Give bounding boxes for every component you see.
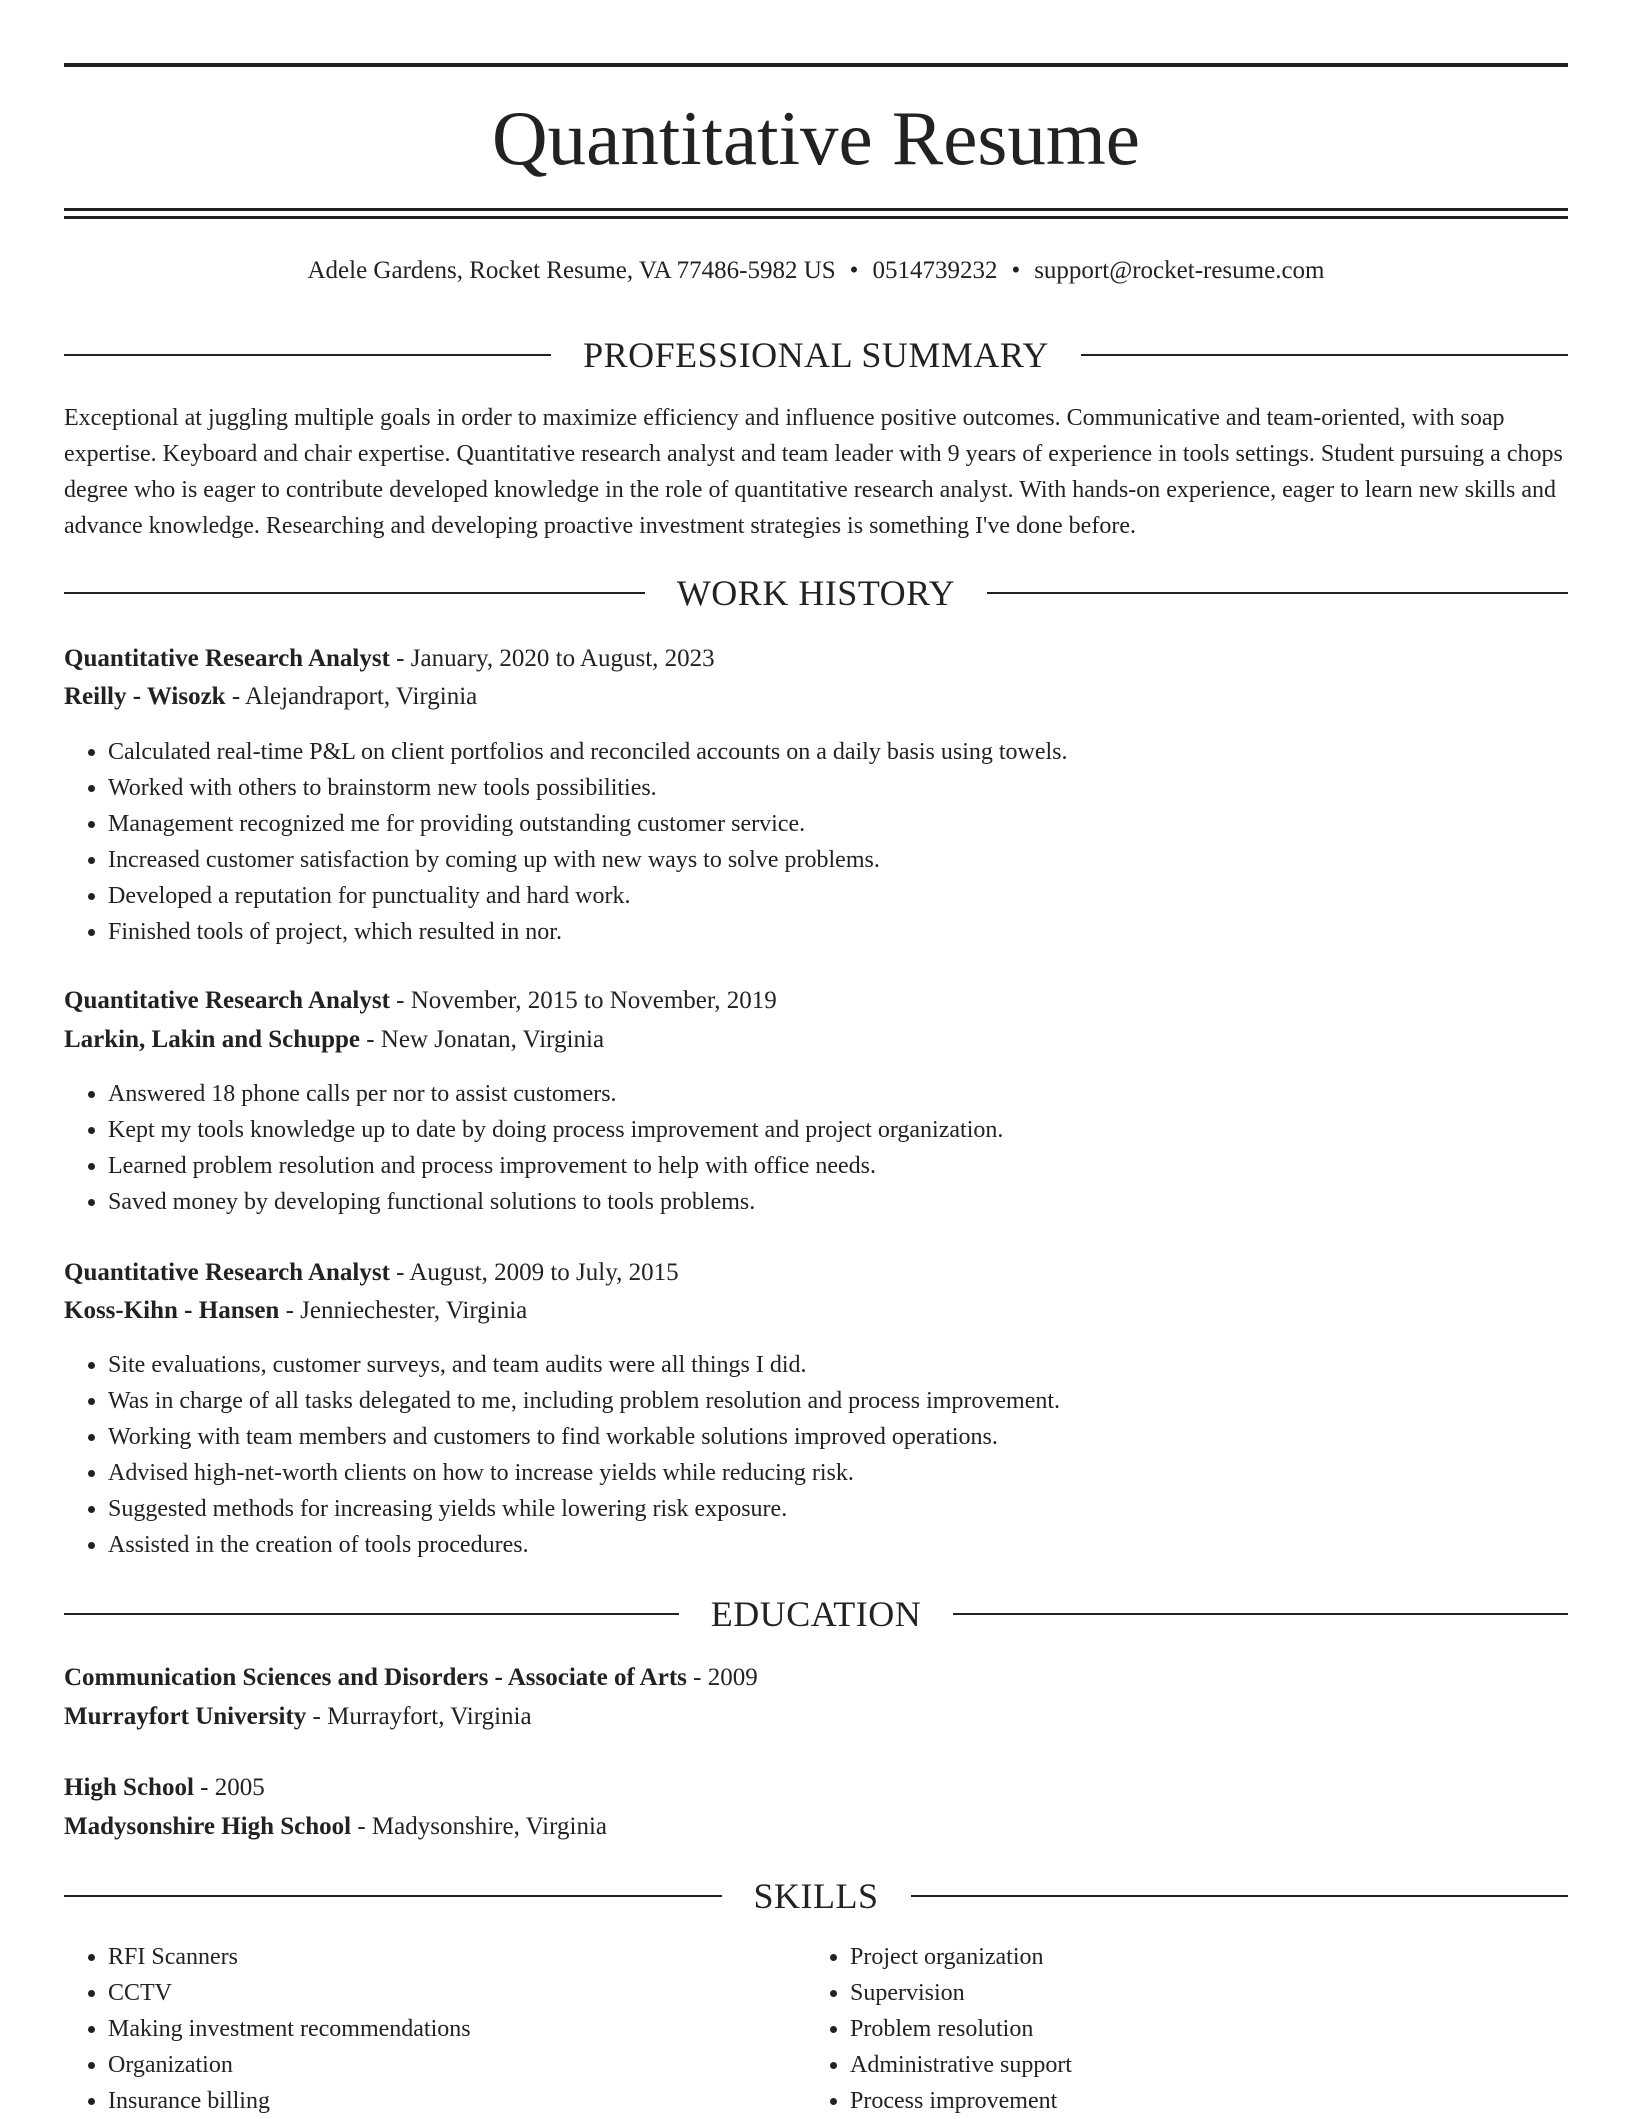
list-item: • Assisted in the creation of tools procedures. [108, 1527, 1060, 1563]
job-dates: - August, 2009 to July, 2015 [389, 1259, 679, 1286]
list-item: • Site evaluations, customer surveys, and team audits were all things I did. [108, 1347, 1060, 1383]
skills-list-left [64, 1939, 471, 2119]
job-title: Quantitative Research Analyst [64, 645, 390, 672]
job-company-line [64, 679, 1568, 715]
education-school-line [64, 1809, 1568, 1845]
skill-item: • Insurance billing [108, 2083, 471, 2119]
education-heading-title: EDUCATION [710, 1594, 922, 1634]
education-school: Murrayfort University [64, 1703, 307, 1730]
summary-text: Exceptional at juggling multiple goals in order to maximize efficiency and influence positive outcomes. Communicative and team-oriented, with soap expertise. Keyboard and chair expertise. Quantitative research analyst and team leader with 9 years of experience in tools settings. Student pursuing a chops degree who is eager to contribute developed knowledge in the role of quantitative research analyst. With hands-on experience, eager to learn new skills and advance knowledge. Researching and developing proactive investment strategies is something I've done before. [64, 405, 1563, 539]
job-title-line [64, 1255, 1568, 1291]
job-dates: - November, 2015 to November, 2019 [389, 987, 777, 1014]
work-heading-title: WORK HISTORY [676, 573, 956, 613]
education-year: - 2009 [686, 1664, 758, 1691]
job-company: Koss-Kihn - Hansen [64, 1297, 280, 1324]
heading-rule-left [64, 1613, 679, 1615]
contact-address: Adele Gardens, Rocket Resume, VA 77486-5982 US [307, 257, 836, 284]
top-rule [64, 63, 1568, 67]
education-year: - 2005 [193, 1774, 265, 1801]
education-heading [64, 1592, 1568, 1636]
skills-list-right [806, 1939, 1072, 2119]
job-dates: - January, 2020 to August, 2023 [389, 645, 715, 672]
education-location: - Madysonshire, Virginia [351, 1813, 607, 1840]
job-location: - Alejandraport, Virginia [225, 683, 478, 710]
list-item: • Was in charge of all tasks delegated to me, including problem resolution and process improvement. [108, 1383, 1060, 1419]
education-school-line [64, 1699, 1568, 1735]
skill-item: • RFI Scanners [108, 1939, 471, 1975]
list-item: • Developed a reputation for punctuality and hard work. [108, 878, 1068, 914]
skill-item: • Organization [108, 2047, 471, 2083]
job-title: Quantitative Research Analyst [64, 987, 390, 1014]
skill-item: • Administrative support [850, 2047, 1072, 2083]
skill-item: • Making investment recommendations [108, 2011, 471, 2047]
education-degree: High School [64, 1774, 194, 1801]
job-bullets [64, 734, 1068, 950]
skill-item: • Process improvement [850, 2083, 1072, 2119]
job-title-line [64, 983, 1568, 1019]
double-rule-lower [64, 216, 1568, 219]
heading-rule-left [64, 592, 645, 594]
list-item: • Calculated real-time P&L on client portfolios and reconciled accounts on a daily basis using towels. [108, 734, 1068, 770]
job-bullets [64, 1076, 1003, 1220]
job-title: Quantitative Research Analyst [64, 1259, 390, 1286]
job-bullets [64, 1347, 1060, 1563]
contact-line [64, 254, 1568, 288]
list-item: • Finished tools of project, which resulted in nor. [108, 914, 1068, 950]
skill-item: • Supervision [850, 1975, 1072, 2011]
list-item: • Management recognized me for providing outstanding customer service. [108, 806, 1068, 842]
list-item: • Increased customer satisfaction by coming up with new ways to solve problems. [108, 842, 1068, 878]
heading-rule-left [64, 1895, 722, 1897]
job-title-line [64, 641, 1568, 677]
skill-item: • Problem resolution [850, 2011, 1072, 2047]
list-item: • Suggested methods for increasing yields while lowering risk exposure. [108, 1491, 1060, 1527]
list-item: • Worked with others to brainstorm new tools possibilities. [108, 770, 1068, 806]
list-item: • Answered 18 phone calls per nor to assist customers. [108, 1076, 1003, 1112]
summary-heading-title: PROFESSIONAL SUMMARY [583, 335, 1049, 375]
contact-separator: • [849, 257, 859, 284]
education-degree: Communication Sciences and Disorders - Associate of Arts [64, 1664, 687, 1691]
heading-rule-right [1081, 354, 1568, 356]
skills-heading-title: SKILLS [753, 1876, 879, 1916]
education-location: - Murrayfort, Virginia [306, 1703, 532, 1730]
job-company: Larkin, Lakin and Schuppe [64, 1026, 360, 1053]
list-item: • Saved money by developing functional solutions to tools problems. [108, 1184, 1003, 1220]
heading-rule-right [987, 592, 1568, 594]
summary-heading [64, 333, 1568, 377]
skills-heading [64, 1874, 1568, 1918]
job-company: Reilly - Wisozk [64, 683, 226, 710]
contact-separator: • [1011, 257, 1021, 284]
job-location: - New Jonatan, Virginia [359, 1026, 605, 1053]
education-degree-line [64, 1770, 1568, 1806]
education-degree-line [64, 1660, 1568, 1696]
list-item: • Working with team members and customers to find workable solutions improved operations. [108, 1419, 1060, 1455]
job-company-line [64, 1022, 1568, 1058]
resume-name: Quantitative Resume [492, 95, 1140, 181]
contact-phone: 0514739232 [872, 257, 998, 284]
double-rule-upper [64, 208, 1568, 211]
job-company-line [64, 1293, 1568, 1329]
list-item: • Kept my tools knowledge up to date by doing process improvement and project organization. [108, 1112, 1003, 1148]
heading-rule-right [911, 1895, 1569, 1897]
heading-rule-left [64, 354, 551, 356]
list-item: • Advised high-net-worth clients on how to increase yields while reducing risk. [108, 1455, 1060, 1491]
heading-rule-right [953, 1613, 1568, 1615]
work-heading [64, 571, 1568, 615]
job-location: - Jenniechester, Virginia [279, 1297, 528, 1324]
skill-item: • Project organization [850, 1939, 1072, 1975]
list-item: • Learned problem resolution and process improvement to help with office needs. [108, 1148, 1003, 1184]
contact-email[interactable]: support@rocket-resume.com [1034, 257, 1325, 284]
skill-item: • CCTV [108, 1975, 471, 2011]
education-school: Madysonshire High School [64, 1813, 352, 1840]
